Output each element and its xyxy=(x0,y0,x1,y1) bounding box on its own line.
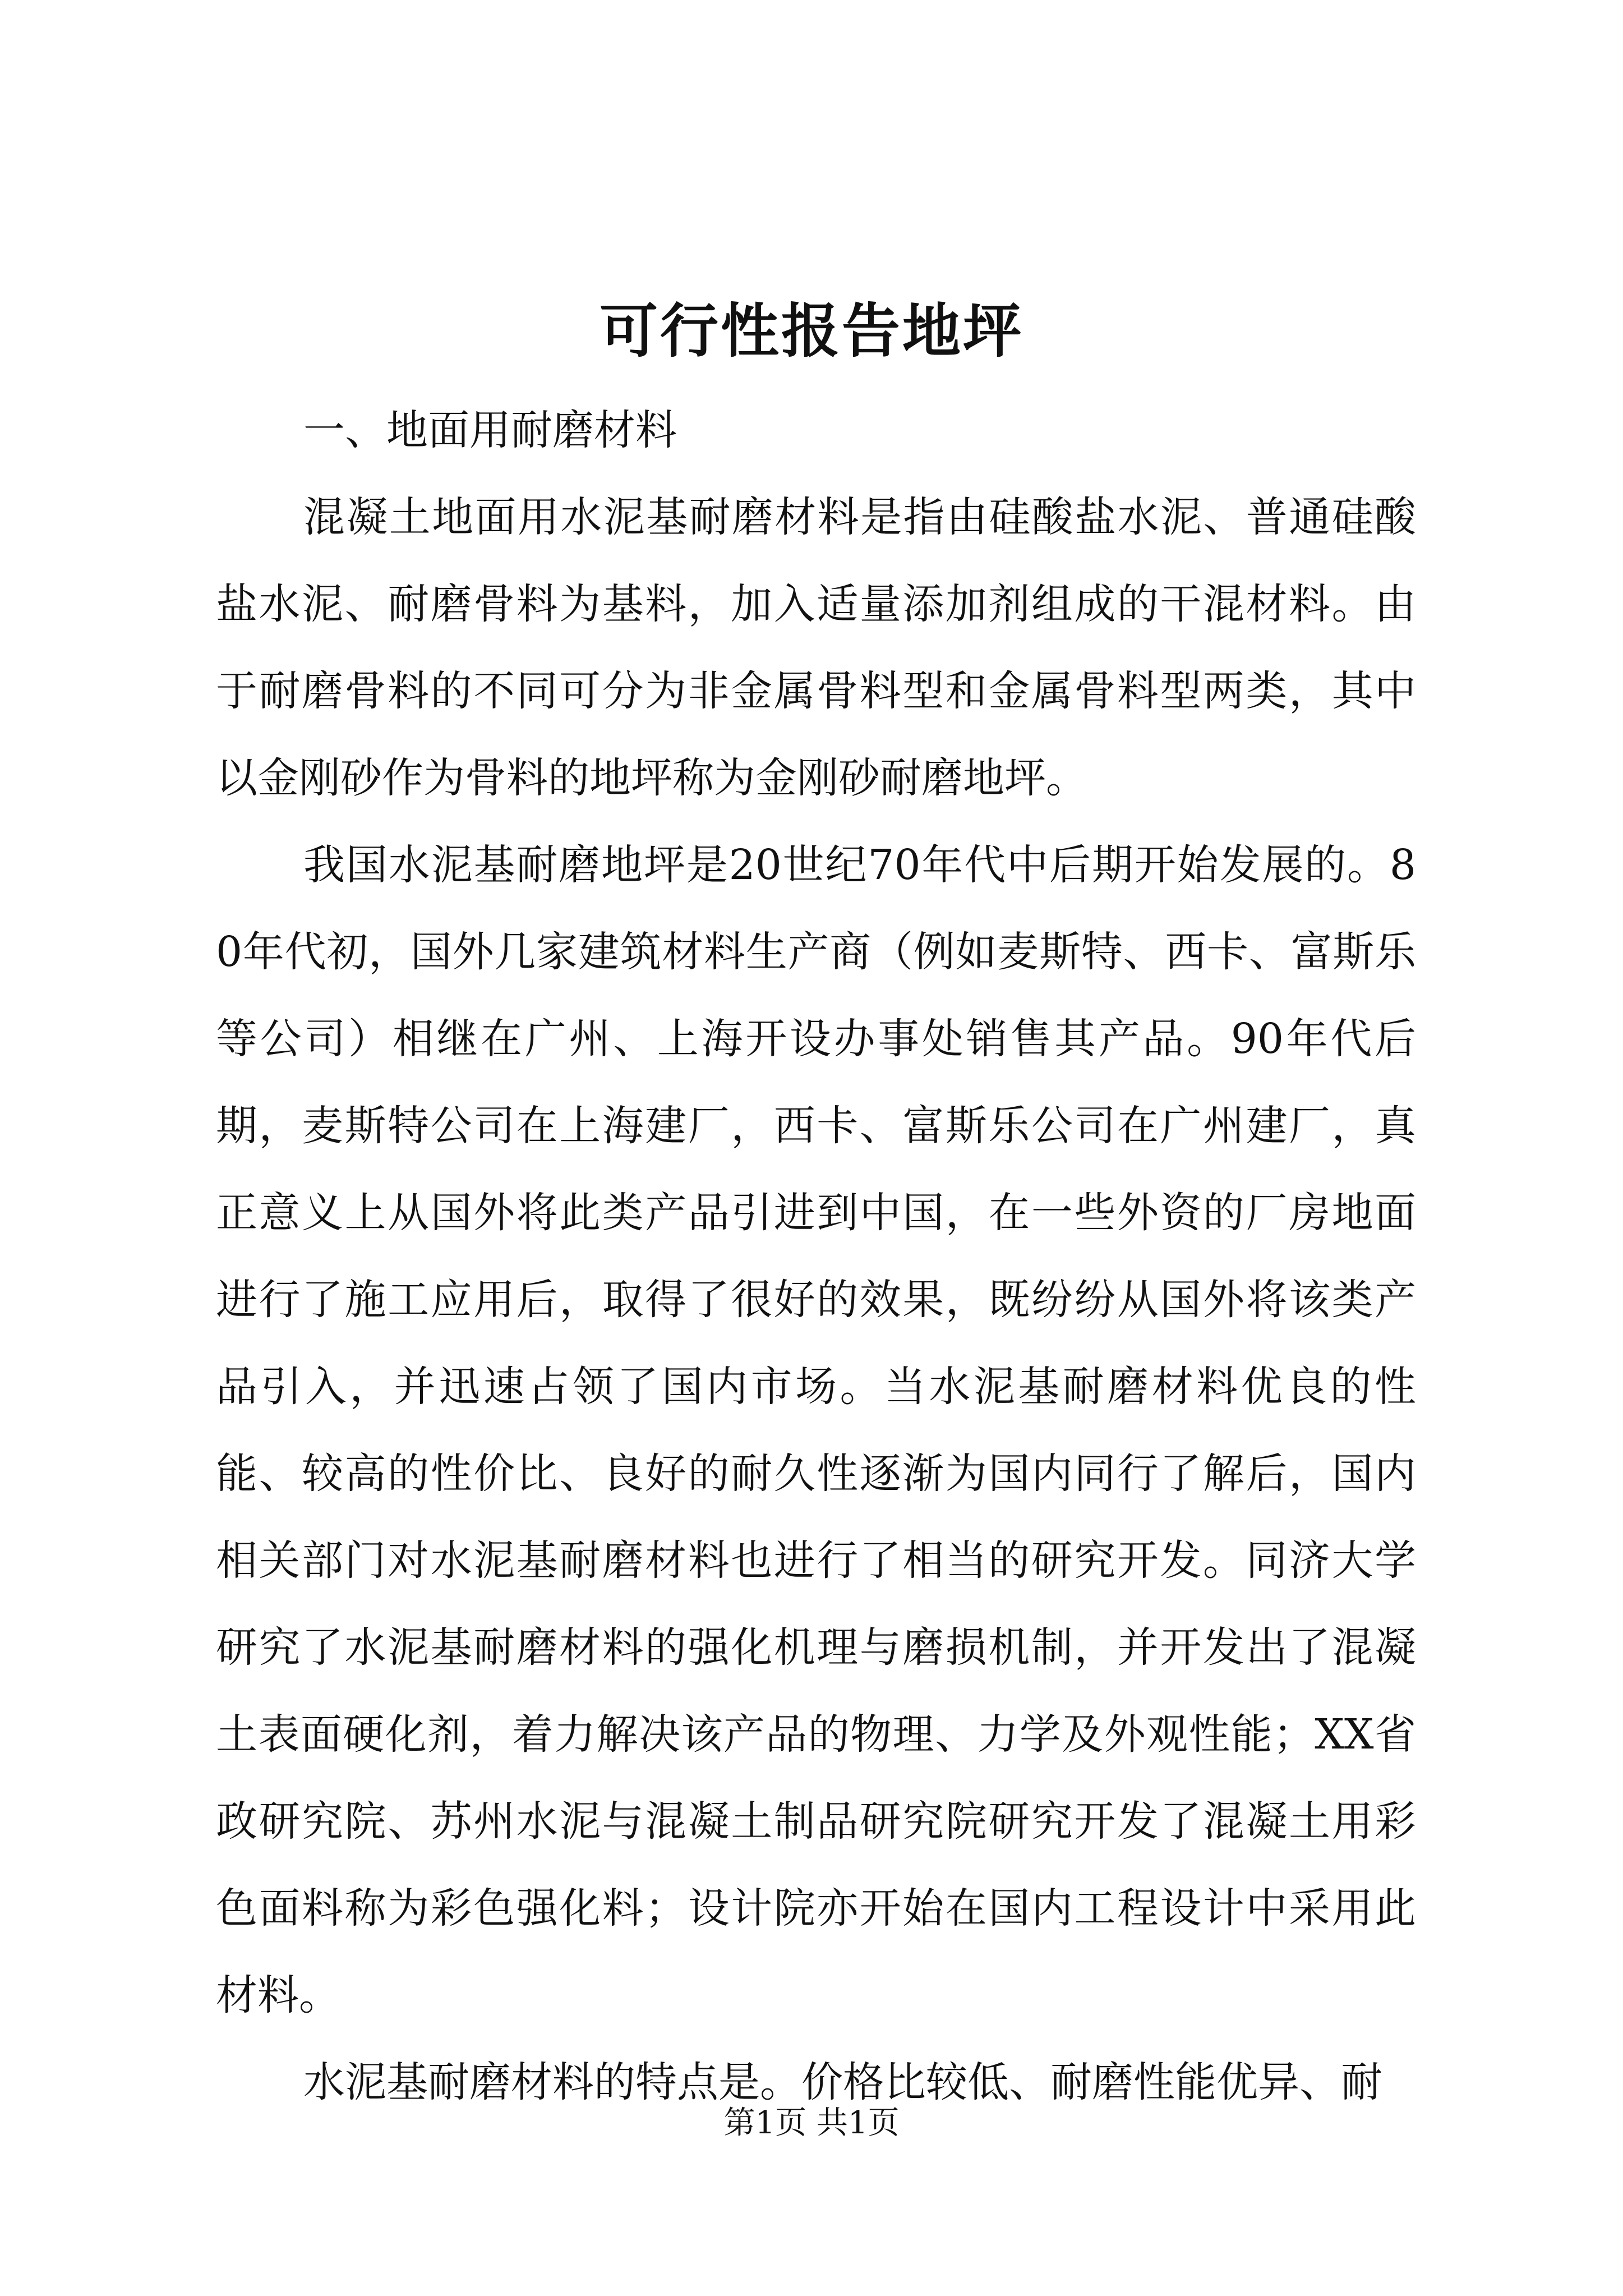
paragraph-3: 水泥基耐磨材料的特点是。价格比较低、耐磨性能优异、耐 xyxy=(303,2058,1382,2106)
paragraph-2: 我国水泥基耐磨地坪是20世纪70年代中后期开始发展的。80年代初，国外几家建筑材料生产商（例如麦斯特、西卡、富斯乐等公司）相继在广州、上海开设办事处销售其产品。90年代后期，麦斯特公司在上海建厂，西卡、富斯乐公司在广州建厂，真正意义上从国外将此类产品引进到中国，在一些外资的厂房地面进行了施工应用后，取得了很好的效果，既纷纷从国外将该类产品引入，并迅速占领了国内市场。当水泥基耐磨材料优良的性能、较高的性价比、良好的耐久性逐渐为国内同行了解后，国内相关部门对水泥基耐磨材料也进行了相当的研究开发。同济大学研究了水泥基耐磨材料的强化机理与磨损机制，并开发出了混凝土表面硬化剂，着力解决该产品的物理、力学及外观性能；XX省政研究院、苏州水泥与混凝土制品研究院研究开发了混凝土用彩色面料称为彩色强化料；设计院亦开始在国内工程设计中采用此材料。 xyxy=(216,841,1416,2019)
document-title: 可行性报告地坪 xyxy=(599,296,1023,365)
paragraph-1: 混凝土地面用水泥基耐磨材料是指由硅酸盐水泥、普通硅酸盐水泥、耐磨骨料为基料，加入适量添加剂组成的干混材料。由于耐磨骨料的不同可分为非金属骨料型和金属骨料型两类，其中以金刚砂作为骨料的地坪称为金刚砂耐磨地坪。 xyxy=(216,493,1416,802)
document-body xyxy=(216,387,1416,2126)
section-heading: 一、地面用耐磨材料 xyxy=(303,406,677,454)
page-number-footer: 第1页 共1页 xyxy=(723,2105,900,2141)
